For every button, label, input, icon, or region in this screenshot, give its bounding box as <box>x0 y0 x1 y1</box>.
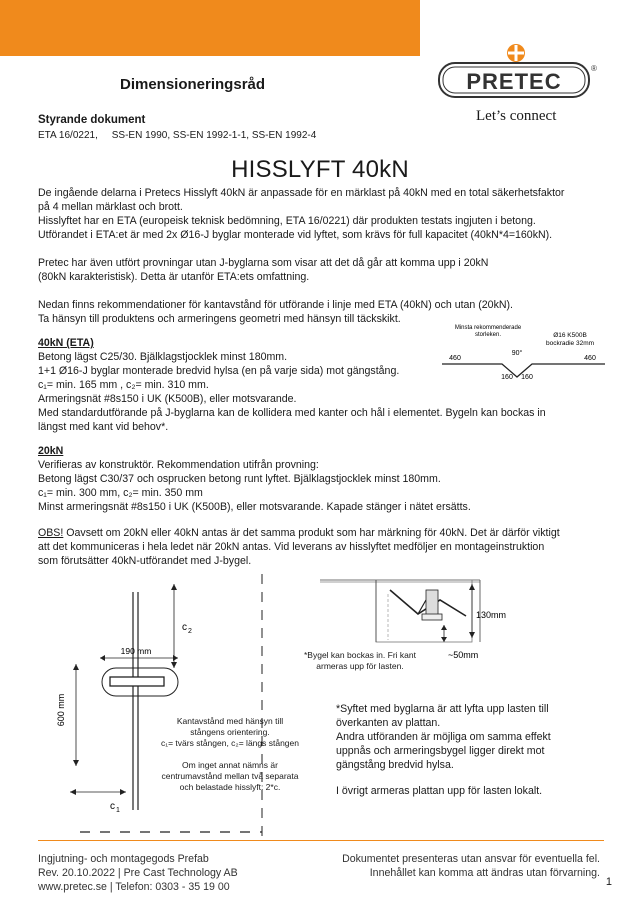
section-40kn-bending-note: Med standardutförande på J-byglarna kan de kollidera med kanter och hål i elementet. Bygeln kan bockas in längst med kant vid behov*. <box>38 407 546 433</box>
svg-text:460: 460 <box>584 355 596 362</box>
section-40kn-heading: 40kN (ETA) <box>38 337 94 349</box>
intro-paragraph: De ingående delarna i Pretecs Hisslyft 40kN är anpassade för en märklast på 40kN med en total säkerhetsfaktor på 4 mellan märklast och brott. Hisslyftet har en ETA (europeisk teknisk bedömning, ETA 16/0221) där produkten testats ingjuten i betong. Utförandet i ETA:et är med 2x Ø16-J byglar monterade vid lyftet, som krävs för full kapacitet (40kN*4=160kN). <box>38 187 565 241</box>
bend-diagram <box>440 322 610 382</box>
section-20kn-heading: 20kN <box>38 445 64 457</box>
section-40kn: 40kN (ETA) Betong lägst C25/30. Bjälklagstjocklek minst 180mm. 1+1 Ø16-J byglar monterade bredvid hylsa (en på varje sida) mot gängstång. c₁= min. 165 mm , c₂= min. 310 mm. Armeringsnät #8s150 i UK (K500B), eller motsvarande. <box>38 336 458 406</box>
recommendation-paragraph: Nedan finns rekommendationer för kantavstånd för utförande i linje med ETA (40kN) och utan (20kN). Ta hänsyn till produktens och armeringens geometri med hänsyn till täckskikt. <box>38 299 513 325</box>
svg-text:90°: 90° <box>511 350 523 357</box>
tagline: Let’s connect <box>476 108 557 124</box>
svg-text:460: 460 <box>449 355 461 362</box>
footer-disclaimer: Dokumentet presenteras utan ansvar för eventuella fel. Innehållet kan komma att ändras utan förvarning. <box>342 853 600 879</box>
purpose-note: *Syftet med byglarna är att lyfta upp lasten till överkanten av plattan. Andra utföranden är möjliga om samma effekt uppnås och armeringsbygel ligger direkt mot gängstång bredvid hylsa. I övrigt armeras plattan upp för lasten lokalt. <box>336 703 551 797</box>
svg-text:130mm: 130mm <box>476 610 507 620</box>
svg-text:160: 160 <box>501 374 513 381</box>
section-note-bending: *Bygel kan bockas in. Fri kant armeras upp för lasten. <box>304 650 416 671</box>
svg-text:~50mm: ~50mm <box>448 650 479 660</box>
logo-mark-icon <box>507 44 525 62</box>
svg-text:1: 1 <box>116 807 120 814</box>
svg-text:2: 2 <box>188 628 192 635</box>
section-view-diagram <box>320 570 600 660</box>
pretec-logo <box>437 43 597 103</box>
svg-text:Minsta rekommenderade: Minsta rekommenderade <box>454 325 522 331</box>
controlling-docs-list: ETA 16/0221, SS-EN 1990, SS-EN 1992-1-1, SS-EN 1992-4 <box>38 130 317 141</box>
product-title: HISSLYFT 40kN <box>231 156 409 183</box>
plan-note-edge-distance: Kantavstånd med hänsyn till stångens orientering. c₁= tvärs stången, c₂= längs stången <box>160 716 299 748</box>
section-20kn: 20kN Verifieras av konstruktör. Rekommendation utifrån provning: Betong lägst C30/37 och osprucken betong runt lyftet. Bjälklagstjocklek minst 180mm. c₁= min. 300 mm, c₂= min. 350 mm Minst armeringsnät #8s150 i UK (K500B), eller motsvarande. Kapade stänger i nätet ersätts. <box>38 444 604 514</box>
svg-text:160: 160 <box>521 374 533 381</box>
footer-divider <box>38 840 604 841</box>
svg-text:c: c <box>182 622 187 633</box>
svg-text:®: ® <box>591 64 597 73</box>
svg-text:600 mm: 600 mm <box>56 693 66 727</box>
footer-company-info: Ingjutning- och montagegods Prefab Rev. 20.10.2022 | Pre Cast Technology AB www.pretec.se | Telefon: 0303 - 35 19 00 <box>38 853 238 893</box>
svg-text:storleken.: storleken. <box>474 332 502 338</box>
controlling-docs-heading: Styrande dokument <box>38 114 146 126</box>
svg-text:190 mm: 190 mm <box>120 646 152 656</box>
svg-text:Ø16 K500B: Ø16 K500B <box>553 332 587 339</box>
svg-text:c: c <box>110 801 115 812</box>
page-heading: Dimensioneringsråd <box>120 76 266 93</box>
obs-paragraph: OBS! Oavsett om 20kN eller 40kN antas är det samma produkt som har märkning för 40kN. Det är därför viktigt att det kommuniceras i hela ledet när 20kN antas. Vid leverans av hisslyftet medföljer en montageinstruktion som förutsätter 40kN-utförandet med J-bygel. <box>38 527 560 567</box>
plan-note-center-distance: Om inget annat nämns är centrumavstånd mellan två separata och belastade hisslyft: 2*c. <box>161 760 299 792</box>
plan-view-diagram <box>40 574 280 836</box>
svg-text:bockradie 32mm: bockradie 32mm <box>545 340 595 347</box>
logo-text: PRETEC <box>466 69 562 94</box>
testing-paragraph: Pretec har även utfört provningar utan J-byglarna som visar att det då går att komma upp i 20kN (80kN karakteristisk). Detta är utanför ETA:ets omfattning. <box>38 257 489 283</box>
page-number: 1 <box>605 876 612 888</box>
